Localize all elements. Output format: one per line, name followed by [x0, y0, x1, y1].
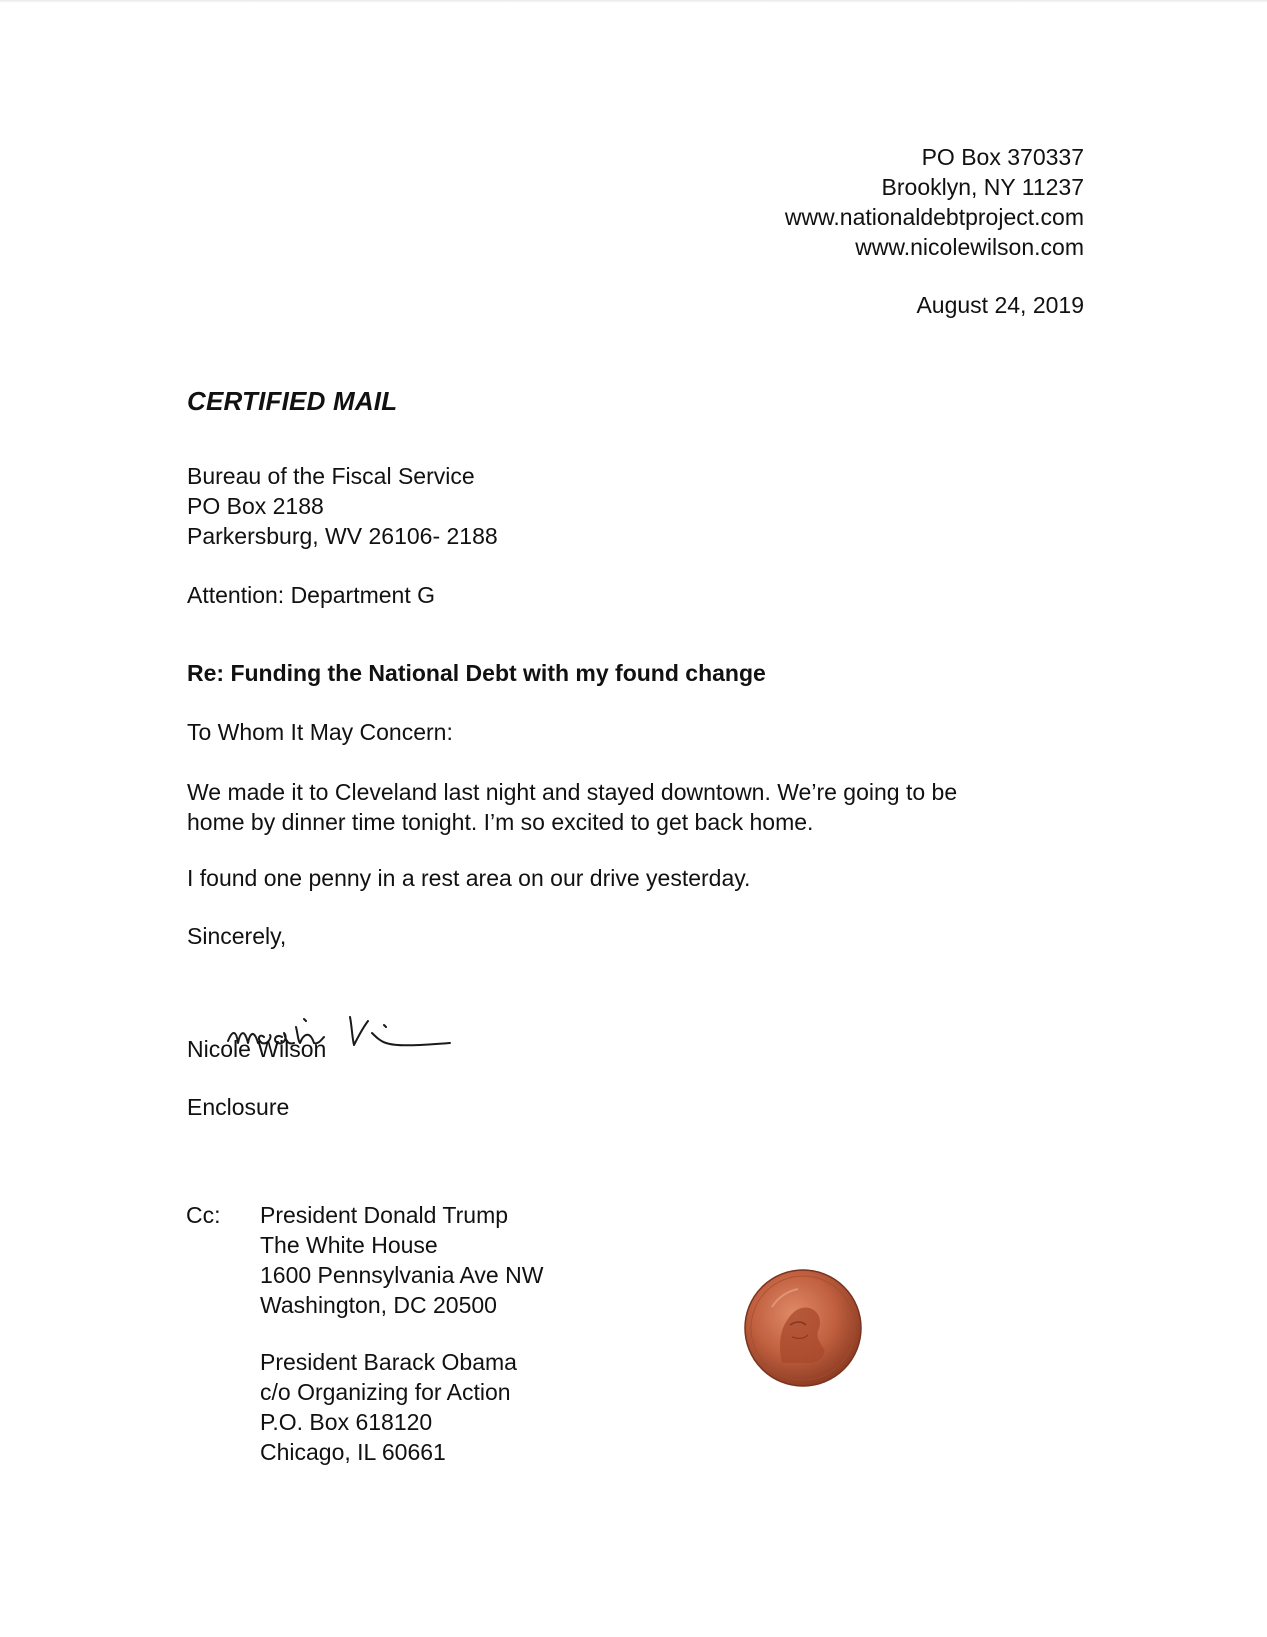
cc-recipient-1	[260, 1200, 543, 1320]
body-paragraph-1	[187, 777, 957, 837]
signer-name: Nicole Wilson	[187, 1036, 327, 1062]
cc-recipient-1-line-3: 1600 Pennsylvania Ave NW	[260, 1262, 544, 1288]
closing: Sincerely,	[187, 923, 287, 949]
cc-recipient-2-line-4: Chicago, IL 60661	[260, 1439, 446, 1465]
attention-line: Attention: Department G	[187, 582, 436, 608]
recipient-name: Bureau of the Fiscal Service	[187, 463, 475, 489]
cc-recipient-1-line-1: President Donald Trump	[260, 1202, 509, 1228]
sender-address-block	[785, 142, 1084, 320]
sender-address-line2: Brooklyn, NY 11237	[881, 174, 1084, 200]
recipient-address-line1: PO Box 2188	[187, 493, 324, 519]
recipient-address-block	[187, 461, 498, 610]
letter-date: August 24, 2019	[916, 292, 1084, 318]
enclosure-line: Enclosure	[187, 1094, 290, 1120]
subject-line: Re: Funding the National Debt with my found change	[187, 660, 766, 686]
cc-label: Cc:	[186, 1202, 221, 1228]
cc-recipient-2-line-3: P.O. Box 618120	[260, 1409, 433, 1435]
body-paragraph-1-line-2: home by dinner time tonight. I’m so excited to get back home.	[187, 809, 814, 835]
cc-recipient-2	[260, 1347, 517, 1467]
body-paragraph-1-line-1: We made it to Cleveland last night and stayed downtown. We’re going to be	[187, 779, 958, 805]
body-paragraph-2: I found one penny in a rest area on our drive yesterday.	[187, 865, 751, 891]
recipient-address-line2: Parkersburg, WV 26106- 2188	[187, 523, 498, 549]
sender-website1: www.nationaldebtproject.com	[784, 204, 1084, 230]
cc-recipient-1-line-2: The White House	[260, 1232, 438, 1258]
certified-mail-heading: CERTIFIED MAIL	[187, 386, 398, 416]
cc-recipient-2-line-1: President Barack Obama	[260, 1349, 517, 1375]
cc-recipient-2-line-2: c/o Organizing for Action	[260, 1379, 511, 1405]
cc-recipient-1-line-4: Washington, DC 20500	[260, 1292, 497, 1318]
scan-edge	[0, 0, 1267, 3]
sender-address-line1: PO Box 370337	[921, 144, 1084, 170]
salutation: To Whom It May Concern:	[187, 719, 453, 745]
penny-icon	[742, 1267, 864, 1389]
sender-website2: www.nicolewilson.com	[855, 234, 1084, 260]
